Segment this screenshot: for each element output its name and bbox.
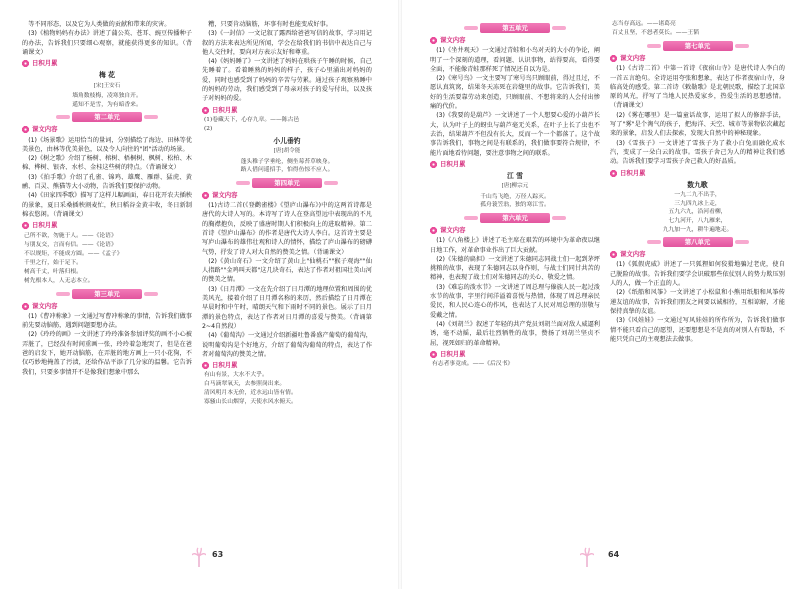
quote-line: 有山有景，大水不大乎。 [204,372,268,379]
flower-icon [430,161,437,168]
lesson-content-heading: 课文内容 [610,250,785,259]
lesson-paragraph: (3)《日月潭》一文在先介绍了日月潭的地理位置和周围的优美风光，接着介绍了日月潭名称的来历，然后描绘了日月潭在早晨时和中午时，晴朗天气和下雨时不同的景色。展示了日月潭的景色特点，表达了作者对日月潭的喜爱与赞美。（背诵第2~4自然段） [202,285,372,330]
intro-paragraph: 等不同形态，以及它为人类做的贡献和带来的灾害。 [28,21,171,28]
poem-title: 梅 花 [99,71,115,80]
page-number: 63 [212,550,224,559]
lesson-paragraph: (1)《坐井观天》一文通过青蛙和小鸟对天的大小的争论，阐明了一个深刻的道理，看问题、认识事物，站得要高，看得要全面，不能像青蛙那样死了情况还自以为是。 [430,47,600,73]
lesson-paragraph: (2)《黄山奇石》一文介绍了黄山上"仙桃石""猴子观海""仙人指路""金鸡叫天都"这几块奇石，表达了作者对祖国壮美山河的赞美之情。 [202,257,372,284]
daily-accumulation-heading: 日积月累 [430,350,600,359]
poem-line: 蓬头稚子学垂纶，侧坐莓苔草映身。 [240,158,334,165]
lesson-paragraph: (1)古诗二首(《登鹳雀楼》《望庐山瀑布》)中的这两首诗都是唐代的大诗人写的。本诗写了诗人在登高望远中表现出的不凡的胸襟抱负，反映了盛唐时期人们积极向上的进取精神。第二首诗《望庐山瀑布》的作者是唐代大诗人李白。这首诗主要是写庐山瀑布的雄伟壮观和诗人的情怀，描绘了庐山瀑布的磅礴气势，抒发了诗人对大自然的赞美之情。（背诵课文） [202,202,372,256]
lesson-paragraph: (3)《风娃娃》一文通过写风娃娃的所作所为，告诉我们做事情不能只看自己的愿望，还要想想是不是真的对别人有帮助，不能只凭自己的主观想法去做事。 [610,317,785,343]
poem-line: 孤舟蓑笠翁，独钓寒江雪。 [480,202,550,209]
poem-title: 小儿垂钓 [273,136,301,145]
flower-icon [22,222,29,229]
unit-5-banner: 第五单元 [480,23,550,33]
unit-3-banner: 第三单元 [72,289,142,299]
lesson-paragraph: (4)《田家四季歌》描写了这样儿幅画面，春日花开农夫插秧的景象，夏日采桑插秧割麦忙，秋日稻谷金黄丰收，冬日新制棉衣悠闲。（背诵课文） [22,192,192,218]
lesson-content-heading: 课文内容 [202,191,372,200]
poem-line: 千山鸟飞绝，万径人踪灭。 [480,193,550,200]
quote-line: 有志者事竟成。——《后汉书》 [432,361,514,368]
quote-line: 不以规矩，不能成方圆。——《孟子》 [24,250,123,257]
flower-icon [430,351,437,358]
quote-line: 百丈且坚，不怒者莫长。——王韬 [612,30,699,36]
quote-line: 千里之行，始于足下。 [24,259,82,266]
left-page-column-1 [22,20,192,377]
quote-line: 清风明月本无价，近水远山皆有情。 [204,390,297,397]
poem-line: 三九四九冰上走， [674,200,721,207]
lesson-paragraph: (1)《八角楼上》讲述了毛主席在艰苦的环境中为革命夜以继日地工作，对革命事业作出了巨大贡献。 [430,237,600,254]
right-page-column-2 [610,20,785,344]
lesson-paragraph: (2)《玲玲的画》一文讲述了玲玲准备参加评奖的画不小心被弄脏了，已经没有时间重画一张，玲玲着急地哭了，但是在爸爸的启发下，她开动脑筋，在弄脏的地方画上一只小花狗，不仅巧妙地掩盖了污渍，还给作品平添了几分家的温馨。它告诉我们，只要多事情开不是像我们想象中那么 [22,331,192,376]
intro-paragraph: (3)《植物妈妈有办法》讲述了蒲公英、苍耳、豌豆传播种子的办法，告诉我们只要细心观察，就能获得更多的知识。（背诵课文） [22,30,192,56]
lesson-paragraph: (3)《一封信》一文记叙了露西给爸爸写信的故事，学习用记叙的方法来表达所见所闻，学会在给我们的书信中表达自己与他人交往时，要向对方表示友好和尊重。 [202,30,372,56]
daily-accumulation-heading: 日积月累 [202,106,372,115]
poem-line: 路人借问遥招手，怕得鱼惊不应人。 [240,167,334,174]
quote-line: 志当存高远。——诸葛亮 [612,21,676,27]
lesson-paragraph: (4)《妈妈睡了》一文讲述了妈妈在哄孩子午睡的时候，自己先睡着了。看着睡熟的妈妈的样子，孩子心里涌出对妈妈的爱，同时也感受到了妈妈的辛苦与劳累。通过孩子观察熟睡中的妈妈的劳动，我们感受到了母亲对孩子的爱与付出，以及孩子对妈妈的爱。 [202,58,372,103]
lesson-paragraph: (2)《树之歌》介绍了杨树、榕树、梧桐树、枫树、松柏、木棉、桦树、银杏、水杉、金桂这些树的特点。（背诵课文） [22,155,192,172]
poem-line: 一九二九不出手， [674,192,721,199]
poem-author: [唐]胡令能 [273,148,301,155]
lesson-paragraph: 糟，只要肯动脑筋，坏事有时也能变成好事。 [208,21,332,28]
flower-icon [202,362,209,369]
flower-icon [430,227,437,234]
left-page-column-2 [202,20,372,407]
unit-2-banner: 第二单元 [72,112,142,122]
lesson-content-heading: 课文内容 [430,36,600,45]
poem-author: [唐]柳宗元 [501,183,529,190]
lesson-paragraph: (3)《雪孩子》一文讲述了雪孩子为了救小白兔而融化成水汽，变成了一朵白云的故事。雪孩子舍己为人的精神让我们感动。告诉我们要学习雪孩子舍己救人的好品质。 [610,139,785,166]
quote-line: 树高千丈，叶落归根。 [24,268,82,275]
unit-6-banner: 第六单元 [480,213,550,223]
quote-line: 白马滴翠氧天，去参照岗出来。 [204,381,286,388]
flower-icon [610,251,617,258]
poem-title: 江 雪 [507,172,523,181]
lesson-paragraph: (2)《雾在哪里》是一篇童话故事，运用了拟人的修辞手法，写了"雾"是个淘气的孩子，把海洋、天空、城市等景物依次藏起来的景象，启发人们去探索，发现大自然中的神秘现象。 [610,111,785,138]
quote-line: 寡骚山长山烟穿，天使水风水俯天。 [204,399,297,406]
lesson-content-heading: 课文内容 [430,226,600,235]
lesson-content-heading: 课文内容 [610,54,785,63]
palm-tree-icon [192,547,206,567]
poem-line: 遥知不是雪，为有暗香来。 [72,101,142,108]
palm-tree-icon [580,547,594,567]
unit-4-banner: 第四单元 [252,178,322,188]
quote-line: 与朋友交，言而有信。——《论语》 [24,241,117,248]
daily-accumulation-heading: 日积月累 [22,221,192,230]
quote-line: (2) [204,125,213,132]
lesson-paragraph: (3)《难忘的泼水节》一文讲述了周总理与傣族人民一起过泼水节的故事，字里行间洋溢着喜悦与热情，体现了周总理亲民爱民，和人民心连心的作风，也表达了人民对周总理的崇敬与爱戴之情。 [430,283,600,319]
right-page-column-1 [430,20,600,369]
lesson-paragraph: (1)《场景歌》运用恰当的量词，分别描绘了海边、田林等优美景色，由林等优美景色，以及令人向往的"团"活动的场景。 [22,136,192,153]
poem-line: 九九加一九，耕牛遍地走。 [662,226,733,233]
flower-icon [22,60,29,67]
flower-icon [610,55,617,62]
lesson-paragraph: (3)《拍手歌》介绍了孔雀、锦鸡、雄鹰、雁群、猛虎、黄鹂、百灵、熊猫等大小动物，告诉我们要保护动物。 [22,173,192,191]
right-page [400,0,800,589]
lesson-paragraph: (1)《狐假虎威》讲述了一只狐狸如何狡猾地骗过老虎，使自己脱险的故事。告诉我们要学会识破那些依仗别人的势力欺压别人的人，做一个正直的人。 [610,261,785,288]
lesson-paragraph: (4)《刘胡兰》叙述了年轻的共产党员刘胡兰面对敌人威逼利诱，毫不动摇，最后壮烈牺牲的故事，赞扬了刘胡兰坚贞不屈，视死如归的革命精神。 [430,320,600,347]
lesson-content-heading: 课文内容 [22,125,192,134]
flower-icon [430,37,437,44]
daily-accumulation-heading: 日积月累 [22,59,192,68]
daily-accumulation-heading: 日积月累 [202,361,372,370]
lesson-paragraph: (4)《葡萄沟》一文通过介绍新疆吐鲁番盛产葡萄的葡萄沟，说明葡萄沟是个好地方，介绍了葡萄沟葡萄的特点，表达了作者对葡萄沟的赞美之情。 [202,332,372,358]
quote-line: 己所不欲，勿施于人。——《论语》 [24,232,117,239]
lesson-paragraph: (2)《纸船和风筝》一文讲述了小松鼠和小熊用纸船和风筝传递友谊的故事，告诉我们朋友之间要以诚相待，互相谅解，才能保持真挚的友谊。 [610,289,785,315]
lesson-paragraph: (1)《曹冲称象》一文通过写曹冲称象的事情，告诉我们做事前先要动脑筋，遇到问题要想办法。 [22,312,192,330]
quote-line: (1)卷藏天下，心存九章。——陈古邑 [204,116,300,123]
page-number: 64 [608,550,620,559]
poem-title: 数九歌 [687,180,708,189]
quote-line: 树先根本人，人无志本立。 [24,277,94,284]
flower-icon [22,126,29,133]
poem-line: 五九六九，沿河看柳， [668,209,727,216]
lesson-paragraph: (3)《我要的是葫芦》一文讲述了一个人想要心爱的小葫芦长大，认为叶子上的蚜虫与葫芦毫无关系，在叶子上长了虫也不去治，结果葫芦不但没有长大，反而一个一个都落了。这个故事告诉我们，事物之间是有联系的，我们做事要符合规律，不能片面地看待问题，要注意事物之间的联系。 [430,112,600,157]
flower-icon [22,303,29,310]
daily-accumulation-heading: 日积月累 [430,160,600,169]
flower-icon [610,170,617,177]
lesson-content-heading: 课文内容 [22,302,192,311]
lesson-paragraph: (1)《古诗二首》中第一首诗《夜宿山寺》是唐代诗人李白的一首五言绝句。全诗运用夸张和想象，表达了作者夜宿山寺，身临高处的感受。第二首诗《敕勒歌》是北朝民歌，描绘了北国草原的风光，抒写了当地人民热爱家乡，热爱生活的思想感情。（背诵课文） [610,65,785,110]
poem-line: 墙角数枝梅，凌寒独自开。 [72,93,142,100]
daily-accumulation-heading: 日积月累 [610,169,785,178]
lesson-paragraph: (2)《朱德的扁担》一文讲述了朱德同志同战士们一起到茅坪挑粮的故事，表现了朱德同志以身作则，与战士们同甘共苦的精神，也表现了战士们对朱德同志的关心、敬爱之情。 [430,255,600,282]
flower-icon [202,107,209,114]
unit-7-banner: 第七单元 [663,41,733,51]
unit-8-banner: 第八单元 [663,237,733,247]
flower-icon [202,192,209,199]
poem-author: [宋]王安石 [93,82,121,89]
poem-line: 七九河开，八九雁来， [668,217,727,224]
lesson-paragraph: (2)《寒号鸟》一文主要写了寒号鸟只顾眼前，得过且过，不愿认真筑窝，结果冬天冻死在岩缝里的故事。它告诉我们，美好的生活要靠劳动来创造，只顾眼前、不想将来的人会付出惨痛的代价。 [430,75,600,111]
